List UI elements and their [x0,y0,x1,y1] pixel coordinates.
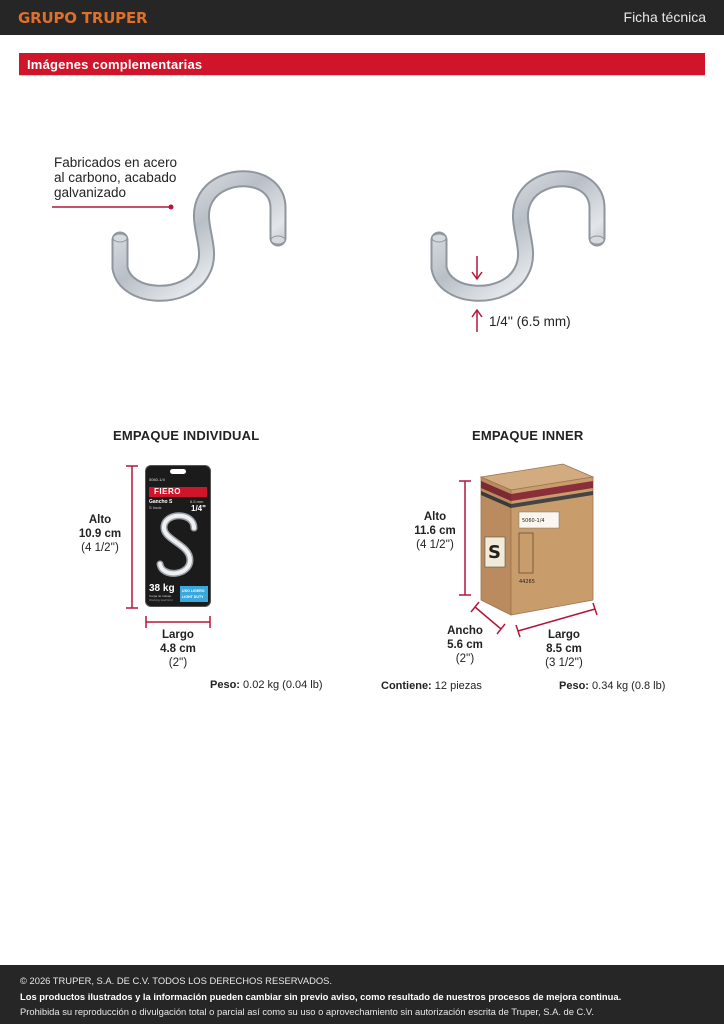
footer-legal: Prohibida su reproducción o divulgación total o parcial así como su uso o aprovechamiento sin autorización escrita de Truper, S.A. de C.V. [20,1006,594,1017]
individual-package-heading: EMPAQUE INDIVIDUAL [113,428,260,443]
thickness-arrow-up [472,310,482,332]
section-divider [19,75,705,76]
individual-largo-label: Largo [162,629,194,641]
thickness-label: 1/4'' (6.5 mm) [489,314,571,329]
inner-contents [381,680,482,692]
card-use-tag-line-2: LIGHT DUTY [182,595,204,599]
individual-largo-imperial: (2'') [168,657,188,669]
individual-largo [148,628,208,670]
individual-largo-metric: 4.8 cm [160,643,196,655]
callout-leader-dot [169,205,174,210]
card-size-mm: 6.5 mm [190,499,204,504]
card-brand [149,487,207,497]
document-type: Ficha técnica [623,9,706,25]
s-hook-image-right [380,160,680,340]
individual-weight-label: Peso: [210,679,240,691]
inner-box-image [455,455,615,645]
inner-largo-label: Largo [548,629,580,641]
card-brand-text: FIERO [154,487,181,496]
card-size-in: 1/4" [191,504,206,513]
brand-logo: GRUPO TRUPER [18,9,148,27]
section-header [19,53,705,75]
box-sticker-code: 5060-1/4 [522,518,545,524]
card-use-tag-line-1: USO LIGERO [182,589,205,593]
s-hook-image-left [40,160,320,320]
material-callout-line-2: al carbono, acabado [54,170,177,185]
inner-package-heading: EMPAQUE INNER [472,428,584,443]
card-load-caption-en: Working load limit [149,598,173,602]
card-use-tag [180,586,208,602]
top-bar [0,0,724,35]
inner-largo-imperial: (3 1/2'') [545,657,583,669]
inner-contents-value: 12 piezas [434,680,482,692]
material-callout-line-3: galvanizado [54,185,127,200]
thickness-arrow-down [472,256,482,279]
card-code: 5060-1/4 [149,477,165,482]
inner-ancho-label: Ancho [447,625,483,637]
card-load: 38 kg [149,583,175,594]
individual-weight-value: 0.02 kg (0.04 lb) [243,679,323,691]
inner-contents-label: Contiene: [381,680,432,692]
inner-weight [559,680,665,692]
inner-ancho-metric: 5.6 cm [447,639,483,651]
section-title: Imágenes complementarias [27,57,203,72]
individual-alto-imperial: (4 1/2'') [81,542,119,554]
footer [0,965,724,1024]
individual-weight [210,679,323,691]
card-hook-image [150,506,206,582]
inner-ancho-imperial: (2'') [455,653,475,665]
inner-alto-label: Alto [423,511,447,523]
inner-largo [534,628,594,670]
box-product-code: 44265 [519,579,535,585]
footer-copyright: © 2026 TRUPER, S.A. DE C.V. TODOS LOS DERECHOS RESERVADOS. [20,975,333,986]
inner-largo-metric: 8.5 cm [546,643,582,655]
footer-notice: Los productos ilustrados y la información pueden cambiar sin previo aviso, como resultado de nuestros procesos de mejora continua. [20,991,622,1002]
inner-weight-value: 0.34 kg (0.8 lb) [592,680,666,692]
inner-alto-metric: 11.6 cm [414,525,456,537]
individual-package-card [146,466,210,606]
individual-alto-metric: 10.9 cm [78,528,122,540]
card-load-caption: Carga de trabajo [149,594,172,598]
card-product-name: Gancho S [149,499,173,505]
card-product-name-en: S hook [149,505,162,510]
individual-alto-label: Alto [88,514,112,526]
inner-weight-label: Peso: [559,680,589,692]
box-label-letter: S [488,542,501,563]
inner-alto [405,510,465,552]
individual-alto [70,513,130,555]
material-callout-line-1: Fabricados en acero [54,155,178,170]
inner-alto-imperial: (4 1/2'') [416,539,454,551]
inner-ancho [435,624,495,666]
